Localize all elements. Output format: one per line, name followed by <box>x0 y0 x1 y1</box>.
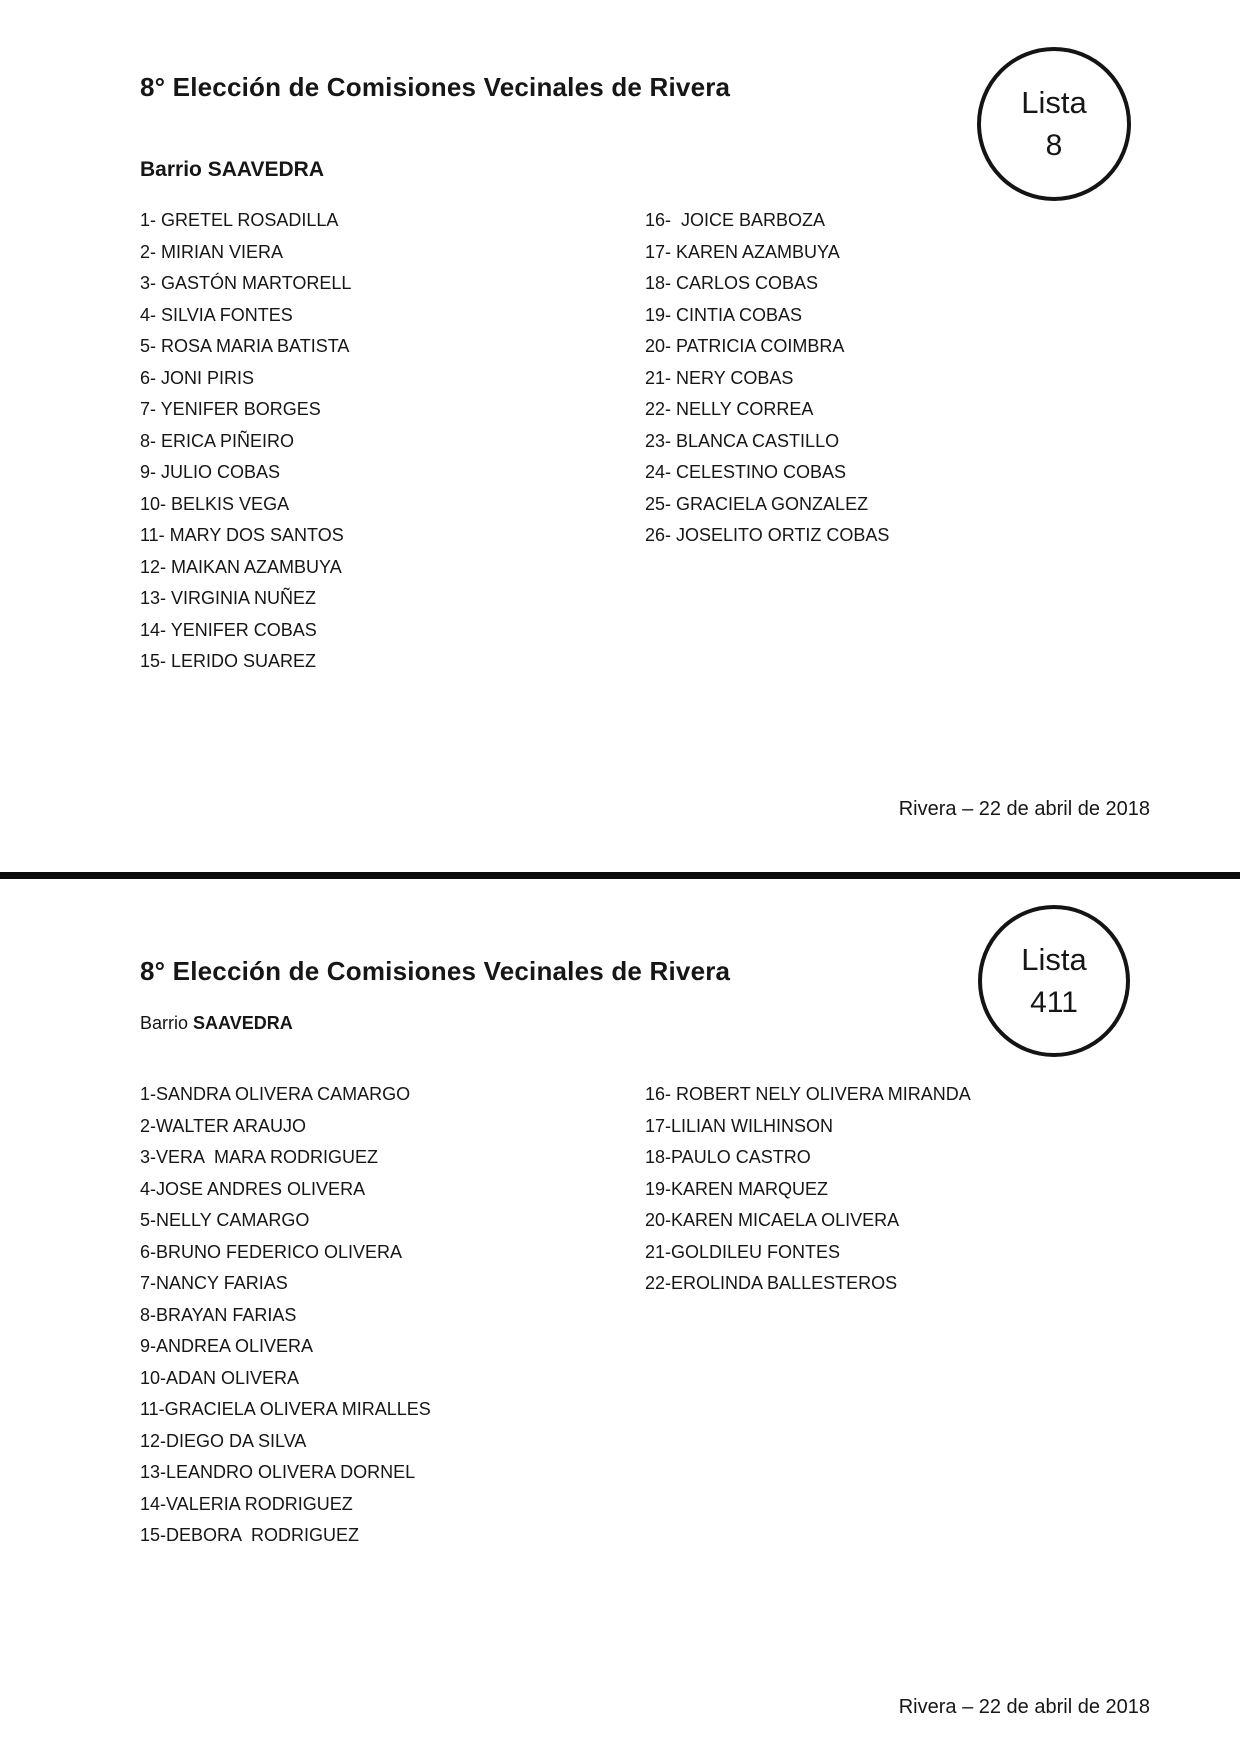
candidate-item: 18- CARLOS COBAS <box>645 273 819 293</box>
section1-barrio-name: SAAVEDRA <box>207 158 324 181</box>
candidate-item: 6- JONI PIRIS <box>140 367 255 388</box>
section2-lista-number: 411 <box>1030 986 1078 1019</box>
candidate-item: 14- YENIFER COBAS <box>140 619 317 640</box>
candidate-item: 23- BLANCA CASTILLO <box>645 430 840 451</box>
section2-lista-badge <box>978 905 1130 1057</box>
section1-lista-badge <box>977 47 1131 201</box>
candidate-item: 25- GRACIELA GONZALEZ <box>645 493 869 514</box>
section1-lista-number: 8 <box>1045 129 1063 162</box>
section1-candidate-column-1 <box>140 205 351 678</box>
candidate-item: 15-DEBORA RODRIGUEZ <box>140 1525 360 1545</box>
candidate-item: 12- MAIKAN AZAMBUYA <box>140 556 342 577</box>
section1-date: Rivera – 22 de abril de 2018 <box>898 798 1150 820</box>
candidate-item: 17- KAREN AZAMBUYA <box>645 241 840 262</box>
candidate-item: 1-SANDRA OLIVERA CAMARGO <box>140 1084 411 1104</box>
section1-candidate-column-2 <box>645 205 889 552</box>
candidate-item: 16- JOICE BARBOZA <box>645 210 826 230</box>
candidate-item: 20- PATRICIA COIMBRA <box>645 336 845 356</box>
candidate-item: 10- BELKIS VEGA <box>140 493 290 514</box>
candidate-item: 1- GRETEL ROSADILLA <box>140 210 339 230</box>
section1-barrio-heading <box>140 158 324 182</box>
candidate-item: 16- ROBERT NELY OLIVERA MIRANDA <box>645 1084 971 1104</box>
candidate-item: 7- YENIFER BORGES <box>140 399 321 419</box>
candidate-item: 12-DIEGO DA SILVA <box>140 1430 307 1451</box>
candidate-item: 22-EROLINDA BALLESTEROS <box>645 1273 898 1293</box>
candidate-item: 5-NELLY CAMARGO <box>140 1210 310 1230</box>
candidate-item: 19- CINTIA COBAS <box>645 304 803 325</box>
candidate-item: 22- NELLY CORREA <box>645 399 814 419</box>
section2-barrio-label: Barrio <box>140 1013 189 1033</box>
section2-date: Rivera – 22 de abril de 2018 <box>898 1696 1150 1718</box>
candidate-item: 11- MARY DOS SANTOS <box>140 525 344 545</box>
candidate-item: 14-VALERIA RODRIGUEZ <box>140 1493 353 1514</box>
candidate-item: 13- VIRGINIA NUÑEZ <box>140 588 317 608</box>
candidate-item: 17-LILIAN WILHINSON <box>645 1115 834 1136</box>
candidate-item: 24- CELESTINO COBAS <box>645 462 847 482</box>
candidate-item: 8- ERICA PIÑEIRO <box>140 430 295 451</box>
candidate-item: 7-NANCY FARIAS <box>140 1273 288 1293</box>
section2-candidate-column-2 <box>645 1079 971 1300</box>
section2-barrio-name: SAAVEDRA <box>193 1013 293 1033</box>
candidate-item: 4-JOSE ANDRES OLIVERA <box>140 1178 366 1199</box>
candidate-item: 26- JOSELITO ORTIZ COBAS <box>645 525 890 545</box>
candidate-item: 13-LEANDRO OLIVERA DORNEL <box>140 1462 416 1482</box>
section1-title: 8° Elección de Comisiones Vecinales de Rivera <box>140 72 731 102</box>
candidate-item: 19-KAREN MARQUEZ <box>645 1178 829 1199</box>
candidate-item: 8-BRAYAN FARIAS <box>140 1304 297 1325</box>
candidate-item: 3-VERA MARA RODRIGUEZ <box>140 1147 379 1167</box>
candidate-item: 10-ADAN OLIVERA <box>140 1367 300 1388</box>
section-divider <box>0 872 1240 879</box>
candidate-item: 9- JULIO COBAS <box>140 462 281 482</box>
candidate-item: 18-PAULO CASTRO <box>645 1147 811 1167</box>
candidate-item: 3- GASTÓN MARTORELL <box>140 273 352 293</box>
candidate-item: 20-KAREN MICAELA OLIVERA <box>645 1210 900 1230</box>
section1-barrio-label: Barrio <box>140 158 202 181</box>
section2-title: 8° Elección de Comisiones Vecinales de Rivera <box>140 956 731 986</box>
section1-lista-label: Lista <box>1021 85 1087 120</box>
candidate-item: 21- NERY COBAS <box>645 367 794 388</box>
candidate-item: 4- SILVIA FONTES <box>140 304 293 325</box>
candidate-item: 15- LERIDO SUAREZ <box>140 651 317 671</box>
section2-barrio-heading <box>140 1013 293 1034</box>
candidate-item: 9-ANDREA OLIVERA <box>140 1336 314 1356</box>
section2-lista-label: Lista <box>1021 942 1087 977</box>
candidate-item: 2- MIRIAN VIERA <box>140 241 284 262</box>
candidate-item: 11-GRACIELA OLIVERA MIRALLES <box>140 1399 431 1419</box>
section2-candidate-column-1 <box>140 1079 431 1552</box>
candidate-item: 5- ROSA MARIA BATISTA <box>140 336 350 356</box>
candidate-item: 2-WALTER ARAUJO <box>140 1115 307 1136</box>
candidate-item: 6-BRUNO FEDERICO OLIVERA <box>140 1241 403 1262</box>
candidate-item: 21-GOLDILEU FONTES <box>645 1241 841 1262</box>
